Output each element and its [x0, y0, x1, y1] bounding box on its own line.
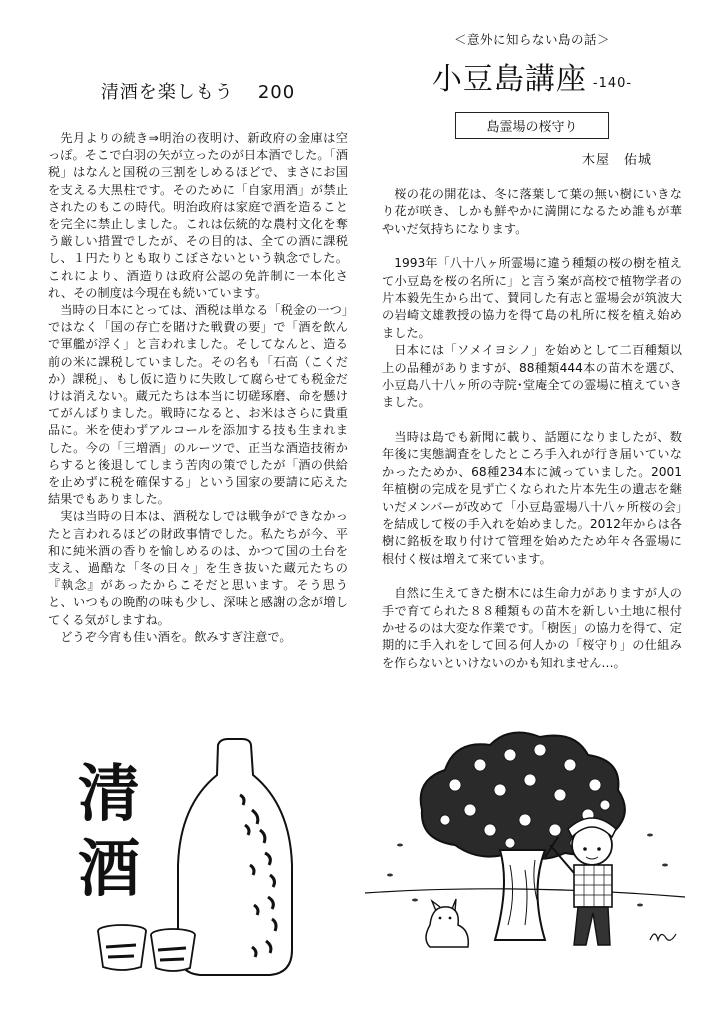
right-title-number: -140- [592, 76, 633, 91]
right-paragraph-2: 1993年「八十八ヶ所霊場に違う種類の桜の樹を植えて小豆島を桜の名所に」と言う案が高校で植物学者の片本毅先生から出て、賛同した有志と霊場会が筑波大の岩崎文雄教授の協力を得て島の札所に桜を植え始めました。 [382, 256, 682, 340]
right-paragraph-4: 当時は島でも新聞に載り、話題になりましたが、数年後に実態調査をしたところ手入れが行き届いていなかったためか、68種234本に減っていました。2001年植樹の完成を見ず亡くなられた片本先生の遺志を継いだメンバーが改めて「小豆島霊場八十八ヶ所桜の会」を結成して桜の手入れを始めました。2012年からは各樹に銘板を取り付けて管理を始めたため年々各霊場に根付く桜は増えて来ています。 [382, 429, 682, 566]
author-family: 木屋 [581, 153, 610, 168]
artist-signature [650, 934, 676, 940]
series-label: ＜意外に知らない島の話＞ [453, 32, 610, 47]
right-paragraph-1: 桜の花の開花は、冬に落葉して葉の無い樹にいきなり花が咲き、しかも鮮やかに満開になるため誰もが華やいだ気持ちになります。 [382, 187, 682, 236]
sake-cups [98, 925, 195, 971]
left-column [48, 70, 348, 646]
right-paragraph-5: 自然に生えてきた樹木には生命力がありますが人の手で育てられた８８種類もの苗木を新しい土地に根付かせるのは大変な作業です。「樹医」の協力を得て、定期的に手入れをして回る何人かの「桜守り」の仕組みを作らないといけないのかも知れません…。 [382, 586, 682, 670]
left-title-text: 清酒を楽しもう [100, 82, 234, 103]
author-given: 佑城 [623, 153, 652, 168]
left-paragraph-3: 実は当時の日本は、酒税なしでは戦争ができなかったと言われるほどの財政事情でした。私たちが今、平和に純米酒の香りを愉しめるのは、かつて国の土台を支え、過酷な「冬の日々」を生き抜いた蔵元たちの『執念』があったからこそだと思います。そう思うと、いつもの晩酌の味も少し、深味と感謝の念が増してくる気がしますね。 [48, 509, 348, 627]
sake-illustration [70, 735, 350, 985]
dog [426, 899, 468, 947]
left-title-number: 200 [257, 82, 296, 103]
subtitle-box: 島霊場の桜守り [455, 112, 608, 139]
right-column [382, 30, 682, 672]
right-paragraph-3: 日本には「ソメイヨシノ」を始めとして二百種類以上の品種がありますが、88種類444本の苗木を選び、小豆島八十八ヶ所の寺院･堂庵全ての霊場に植えていきました。 [382, 343, 682, 410]
left-paragraph-4: どうぞ今宵も佳い酒を。飲みすぎ注意で。 [60, 629, 292, 644]
right-title-text: 小豆島講座 [431, 62, 587, 97]
left-article-title [48, 78, 348, 104]
sake-kanji-sei: 清 [78, 757, 141, 830]
tree-trunk [495, 850, 545, 940]
cherry-tree-illustration [360, 725, 690, 975]
right-article-title [382, 54, 682, 98]
left-paragraph-2: 当時の日本にとっては、酒税は単なる「税金の一つ」ではなく「国の存亡を賭けた戦費の要」で「酒を飲んで軍艦が浮く」と言われました。そしてなんと、造る前の米に課税していました。その名も「石高（こくだか）課税」、もし仮に造りに失敗して腐らせても税金だけは消えない。蔵元たちは本当に切磋琢磨、命を懸けてがんばりました。戦時になると、お米はさらに貴重品に。米を使わずアルコールを添加する技も生まれました。今の「三増酒」のルーツで、正当な酒造技術からすると後退してしまう苦肉の策でしたが「酒の供給を止めずに税を確保する」という国家の要請に応えた結果でもありました。 [48, 303, 348, 507]
author-name [382, 149, 652, 168]
sake-kanji-shu: 酒 [78, 832, 141, 905]
left-paragraph-1: 先月よりの続き⇒明治の夜明け、新政府の金庫は空っぽ。そこで白羽の矢が立ったのが日本酒でした。「酒税」はなんと国税の三割をしめるほどで、まさにお国を支える大黒柱です。そのために「自家用酒」が禁止されたのもこの時代。明治政府は家庭で酒を造ることを完全に禁止しました。これは伝統的な農村文化を奪う厳しい措置でしたが、その目的は、全ての酒に課税し、１円たりとも取りこぼさないという執念でした。これにより、酒造りは政府公認の免許制に一本化され、その制度は今現在も続いています。 [48, 131, 348, 300]
